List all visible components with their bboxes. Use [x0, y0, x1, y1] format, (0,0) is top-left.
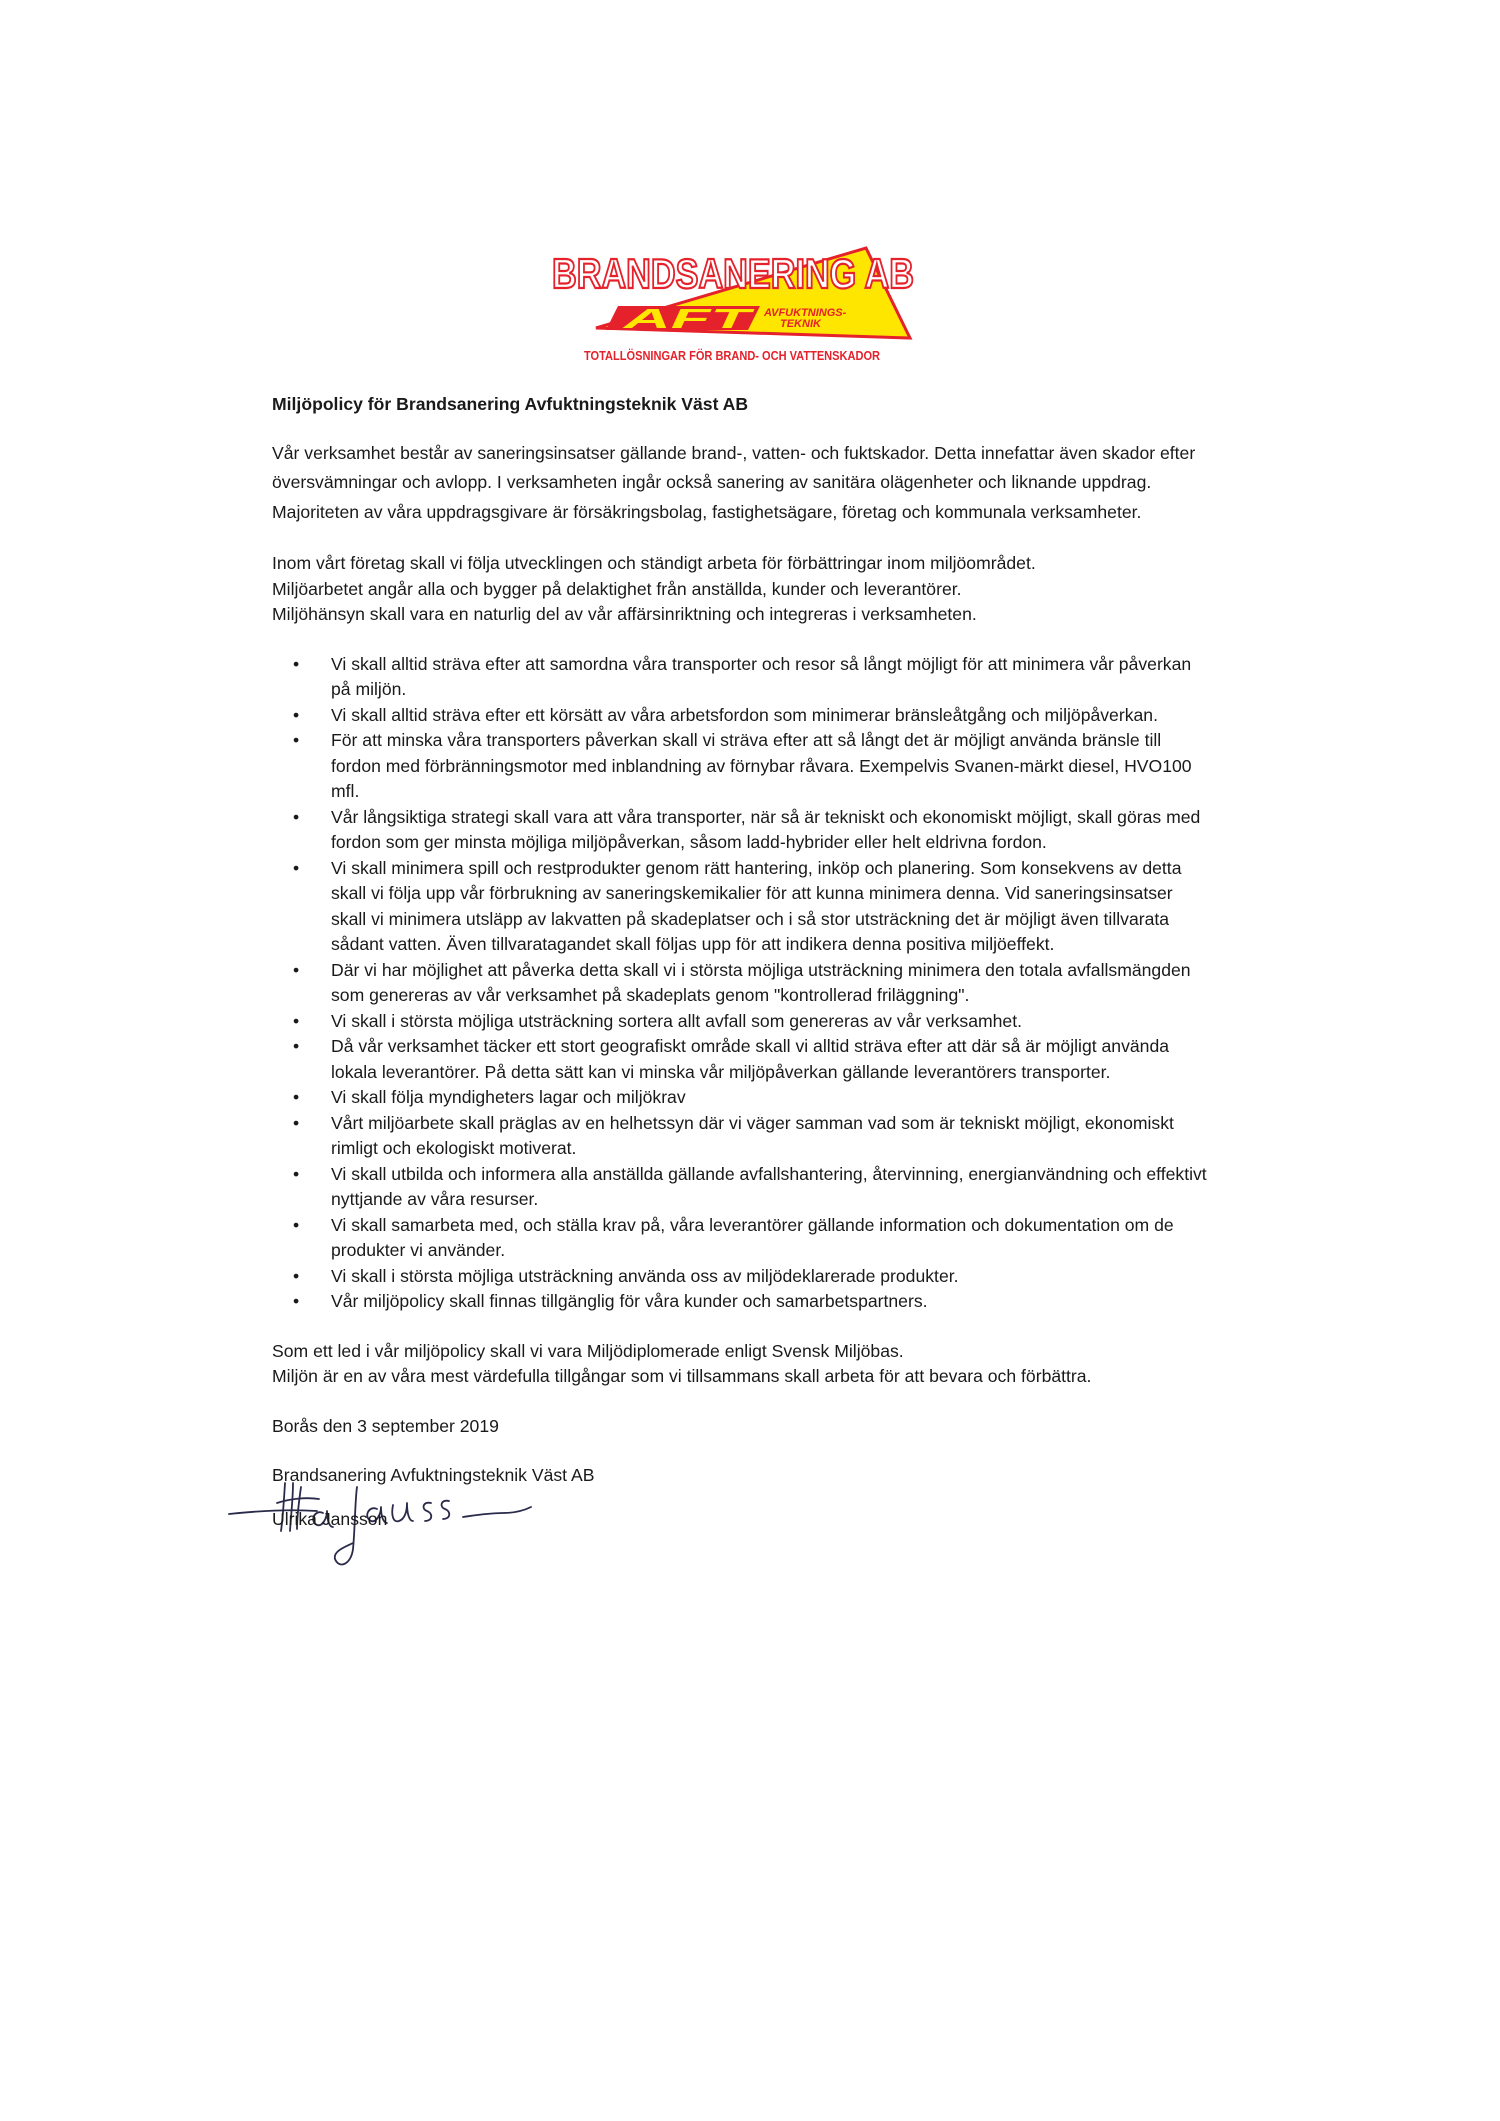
- policy-item: [272, 1009, 1211, 1035]
- logo-tech-line2: TEKNIK: [780, 318, 821, 330]
- policy-item-text: Då vår verksamhet täcker ett stort geografiskt område skall vi alltid sträva efter att där så är möjligt använda lokala leverantörer. På detta sätt kan vi minska vår miljöpåverkan gällande leverantörers transporter.: [331, 1036, 1170, 1082]
- signature-company: Brandsanering Avfuktningsteknik Väst AB: [272, 1465, 595, 1485]
- policy-item: [272, 728, 1211, 805]
- policy-item-text: Vi skall utbilda och informera alla anställda gällande avfallshantering, återvinning, energianvändning och effektivt nyttjande av våra resurser.: [331, 1163, 1207, 1209]
- logo-wordmark: BRANDSANERING AB: [552, 250, 914, 297]
- policy-item: [272, 805, 1211, 856]
- signature-block: [272, 1489, 1222, 1569]
- company-logo: [548, 244, 920, 366]
- intro-paragraph: Vår verksamhet består av saneringsinsatser gällande brand-, vatten- och fuktskador. Detta innefattar även skador efter översvämningar och avlopp. I verksamheten ingår också sanering av sanitära olägenheter och liknande uppdrag. Majoriteten av våra uppdragsgivare är försäkringsbolag, fastighetsägare, företag och kommunala verksamheter.: [272, 442, 1196, 522]
- commitment-paragraph: Inom vårt företag skall vi följa utvecklingen och ständigt arbeta för förbättringar inom miljöområdet. Miljöarbetet angår alla och bygger på delaktighet från anställda, kunder och leverantörer. Miljöhänsyn skall vara en naturlig del av vår affärsinriktning och integreras i verksamheten.: [272, 553, 1036, 624]
- policy-item-text: Vi skall i största möjliga utsträckning sortera allt avfall som genereras av vår verksamhet.: [331, 1010, 1022, 1031]
- bullet-icon: •: [293, 857, 300, 878]
- policy-item-text: Vi skall alltid sträva efter ett körsätt av våra arbetsfordon som minimerar bränsleåtgång och miljöpåverkan.: [331, 704, 1158, 725]
- policy-item-text: Vi skall samarbeta med, och ställa krav på, våra leverantörer gällande information och dokumentation om de produkter vi använder.: [331, 1214, 1174, 1260]
- policy-item-text: Vi skall följa myndigheters lagar och miljökrav: [331, 1087, 686, 1107]
- document-date: Borås den 3 september 2019: [272, 1415, 499, 1436]
- policy-item-text: Vi skall minimera spill och restprodukter genom rätt hantering, inköp och planering. Som konsekvens av detta skall vi följa upp vår förbrukning av saneringskemikalier för att kunna minimera denna. Vid saneringsinsatser skall vi minimera utsläpp av lakvatten på skadeplatser och i så stor utsträckning det är möjligt även tillvarata sådant vatten. Även tillvaratagandet skall följas upp för att indikera denna positiva miljöeffekt.: [331, 857, 1182, 954]
- bullet-icon: •: [293, 704, 300, 725]
- bullet-icon: •: [293, 1036, 300, 1056]
- policy-item: [272, 1289, 1211, 1315]
- bullet-icon: •: [293, 1163, 300, 1184]
- bullet-icon: •: [293, 806, 300, 827]
- logo-aft: AFT: [621, 303, 757, 334]
- policy-item-text: Där vi har möjlighet att påverka detta skall vi i största möjliga utsträckning minimera den totala avfallsmängden som genereras av vår verksamhet på skadeplats genom "kontrollerad friläggning".: [331, 959, 1191, 1005]
- signer-name: Ulrika Jansson: [272, 1508, 388, 1529]
- policy-item: [272, 1213, 1211, 1264]
- policy-item-text: Vi skall i största möjliga utsträckning använda oss av miljödeklarerade produkter.: [331, 1265, 959, 1286]
- policy-item: [272, 856, 1211, 958]
- bullet-icon: •: [293, 1112, 300, 1133]
- policy-item-text: Vårt miljöarbete skall präglas av en helhetssyn där vi väger samman vad som är tekniskt möjligt, ekonomiskt rimligt och ekologiskt motiverat.: [331, 1112, 1174, 1158]
- logo-tagline: TOTALLÖSNINGAR FÖR BRAND- OCH VATTENSKADOR: [584, 349, 920, 363]
- policy-item-text: För att minska våra transporters påverkan skall vi sträva efter att så långt det är möjligt använda bränsle till fordon med förbränningsmotor med inblandning av förnybar råvara. Exempelvis Svanen-märkt diesel, HVO100 mfl.: [331, 730, 1192, 801]
- policy-item-text: Vi skall alltid sträva efter att samordna våra transporter och resor så långt möjligt för att minimera vår påverkan på miljön.: [331, 653, 1192, 699]
- policy-item: [272, 1162, 1211, 1213]
- bullet-icon: •: [293, 1291, 300, 1311]
- policy-item-text: Vår miljöpolicy skall finnas tillgänglig för våra kunder och samarbetspartners.: [331, 1291, 928, 1311]
- closing-line-1: Som ett led i vår miljöpolicy skall vi vara Miljödiplomerade enligt Svensk Miljöbas.: [272, 1340, 904, 1361]
- policy-item: [272, 1034, 1211, 1085]
- policy-item: [272, 703, 1211, 729]
- document-body: [272, 392, 1222, 1569]
- bullet-icon: •: [293, 1087, 300, 1107]
- policy-item: [272, 1111, 1211, 1162]
- policy-list: [272, 652, 1222, 1315]
- closing-paragraph: [272, 1339, 1222, 1390]
- bullet-icon: •: [293, 1214, 300, 1235]
- bullet-icon: •: [293, 730, 300, 750]
- policy-item: [272, 958, 1211, 1009]
- closing-line-2: Miljön är en av våra mest värdefulla tillgångar som vi tillsammans skall arbeta för att bevara och förbättra.: [272, 1366, 1092, 1386]
- bullet-icon: •: [293, 1265, 300, 1286]
- policy-item: [272, 1085, 1211, 1111]
- policy-item: [272, 652, 1211, 703]
- bullet-icon: •: [293, 959, 300, 980]
- bullet-icon: •: [293, 1010, 300, 1031]
- document-title: Miljöpolicy för Brandsanering Avfuktningsteknik Väst AB: [272, 394, 749, 414]
- logo-tech-line1: AVFUKTNINGS-: [764, 307, 847, 319]
- policy-item-text: Vår långsiktiga strategi skall vara att våra transporter, när så är tekniskt och ekonomiskt möjligt, skall göras med fordon som ger minsta möjliga miljöpåverkan, såsom ladd-hybrider eller helt eldrivna fordon.: [331, 806, 1201, 852]
- bullet-icon: •: [293, 653, 300, 674]
- policy-item: [272, 1264, 1211, 1290]
